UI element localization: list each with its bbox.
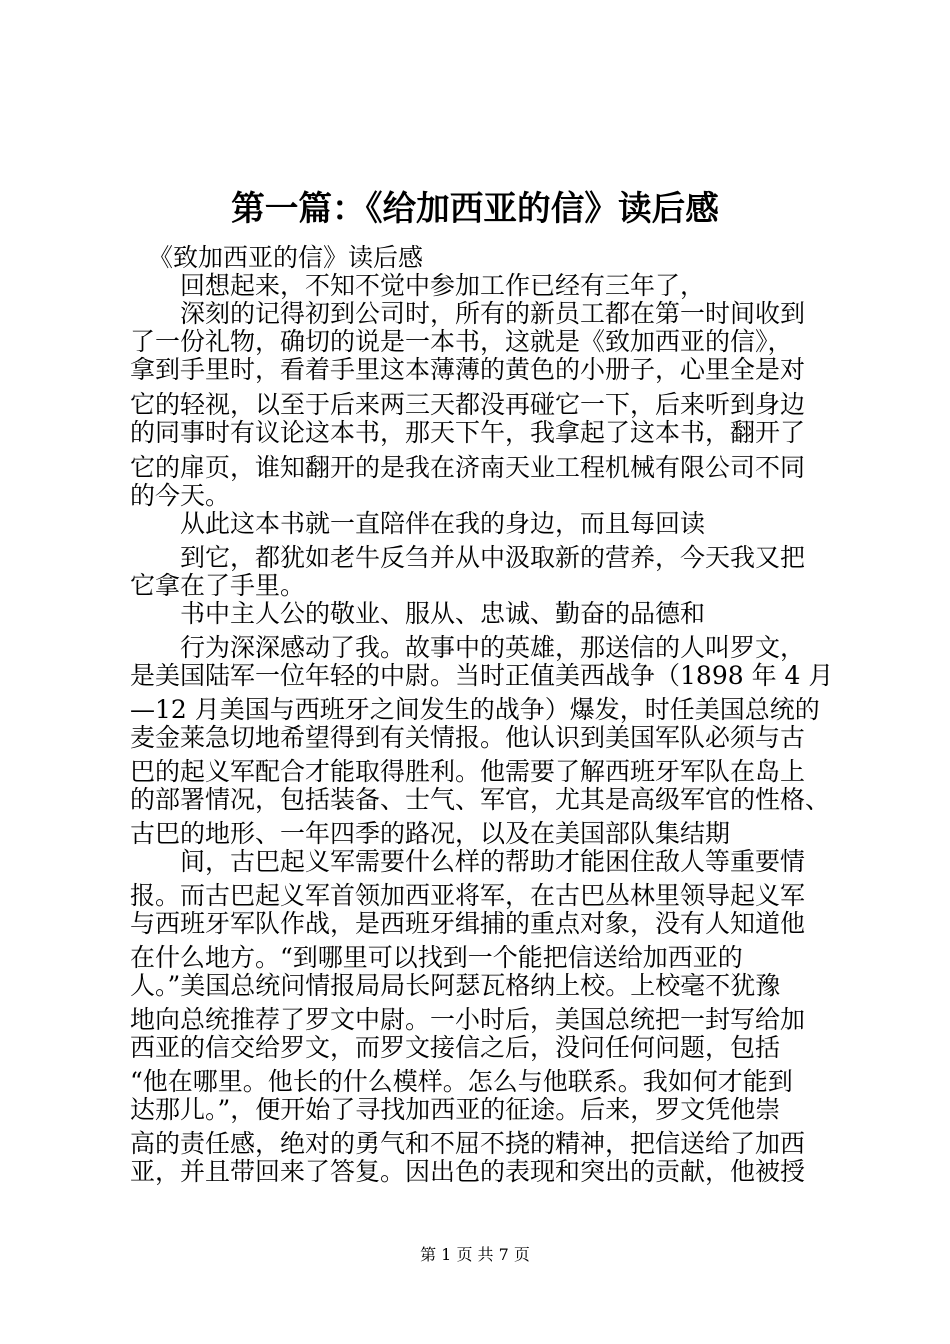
text-line: 的今天。 <box>130 481 231 510</box>
text-line: 它拿在了手里。 <box>130 571 306 600</box>
text-line: 间，古巴起义军需要什么样的帮助才能困住敌人等重要情 <box>180 847 806 876</box>
text-line: 麦金莱急切地希望得到有关情报。他认识到美国军队必须与古 <box>130 723 806 752</box>
text-line: 了一份礼物，确切的说是一本书，这就是《致加西亚的信》， <box>130 327 793 356</box>
text-line: 回想起来，不知不觉中参加工作已经有三年了， <box>180 271 706 300</box>
text-line: 西亚的信交给罗文，而罗文接信之后，没问任何问题，包括 <box>130 1033 781 1062</box>
text-line: 它的轻视，以至于后来两三天都没再碰它一下，后来听到身边 <box>130 390 806 419</box>
text-line: 与西班牙军队作战，是西班牙缉捕的重点对象，没有人知道他 <box>130 909 806 938</box>
text-line: 的部署情况，包括装备、士气、军官，尤其是高级军官的性格、 <box>130 785 831 814</box>
text-line: “他在哪里。他长的什么模样。怎么与他联系。我如何才能到 <box>130 1067 793 1096</box>
text-line: 《致加西亚的信》读后感 <box>148 243 424 272</box>
text-line: 人。”美国总统问情报局局长阿瑟瓦格纳上校。上校毫不犹豫 <box>130 971 781 1000</box>
text-line: 亚，并且带回来了答复。因出色的表现和突出的贡献，他被授 <box>130 1157 806 1186</box>
text-line: 深刻的记得初到公司时，所有的新员工都在第一时间收到 <box>180 299 806 328</box>
text-line: 的同事时有议论这本书，那天下午，我拿起了这本书，翻开了 <box>130 418 806 447</box>
page-number-footer: 第 1 页 共 7 页 <box>420 1245 530 1264</box>
text-line: 行为深深感动了我。故事中的英雄，那送信的人叫罗文， <box>180 633 806 662</box>
document-title: 第一篇：《给加西亚的信》读后感 <box>231 189 719 229</box>
text-line: 它的扉页，谁知翻开的是我在济南天业工程机械有限公司不同 <box>130 453 806 482</box>
text-line: 拿到手里时，看着手里这本薄薄的黄色的小册子，心里全是对 <box>130 355 806 384</box>
text-line: 到它，都犹如老牛反刍并从中汲取新的营养，今天我又把 <box>180 543 806 572</box>
text-line: 古巴的地形、一年四季的路况，以及在美国部队集结期 <box>130 819 731 848</box>
text-line: 巴的起义军配合才能取得胜利。他需要了解西班牙军队在岛上 <box>130 757 806 786</box>
text-line: 报。而古巴起义军首领加西亚将军，在古巴丛林里领导起义军 <box>130 881 806 910</box>
text-line: 达那儿。”，便开始了寻找加西亚的征途。后来，罗文凭他崇 <box>130 1095 781 1124</box>
text-line: 在什么地方。“到哪里可以找到一个能把信送给加西亚的 <box>130 943 743 972</box>
text-line: 从此这本书就一直陪伴在我的身边，而且每回读 <box>180 509 706 538</box>
text-line: 高的责任感，绝对的勇气和不屈不挠的精神，把信送给了加西 <box>130 1129 806 1158</box>
text-line: 书中主人公的敬业、服从、忠诚、勤奋的品德和 <box>180 599 706 628</box>
text-line: 是美国陆军一位年轻的中尉。当时正值美西战争（1898 年 4 月 <box>130 661 834 690</box>
text-line: —12 月美国与西班牙之间发生的战争）爆发，时任美国总统的 <box>130 695 820 724</box>
text-line: 地向总统推荐了罗文中尉。一小时后，美国总统把一封写给加 <box>130 1005 806 1034</box>
